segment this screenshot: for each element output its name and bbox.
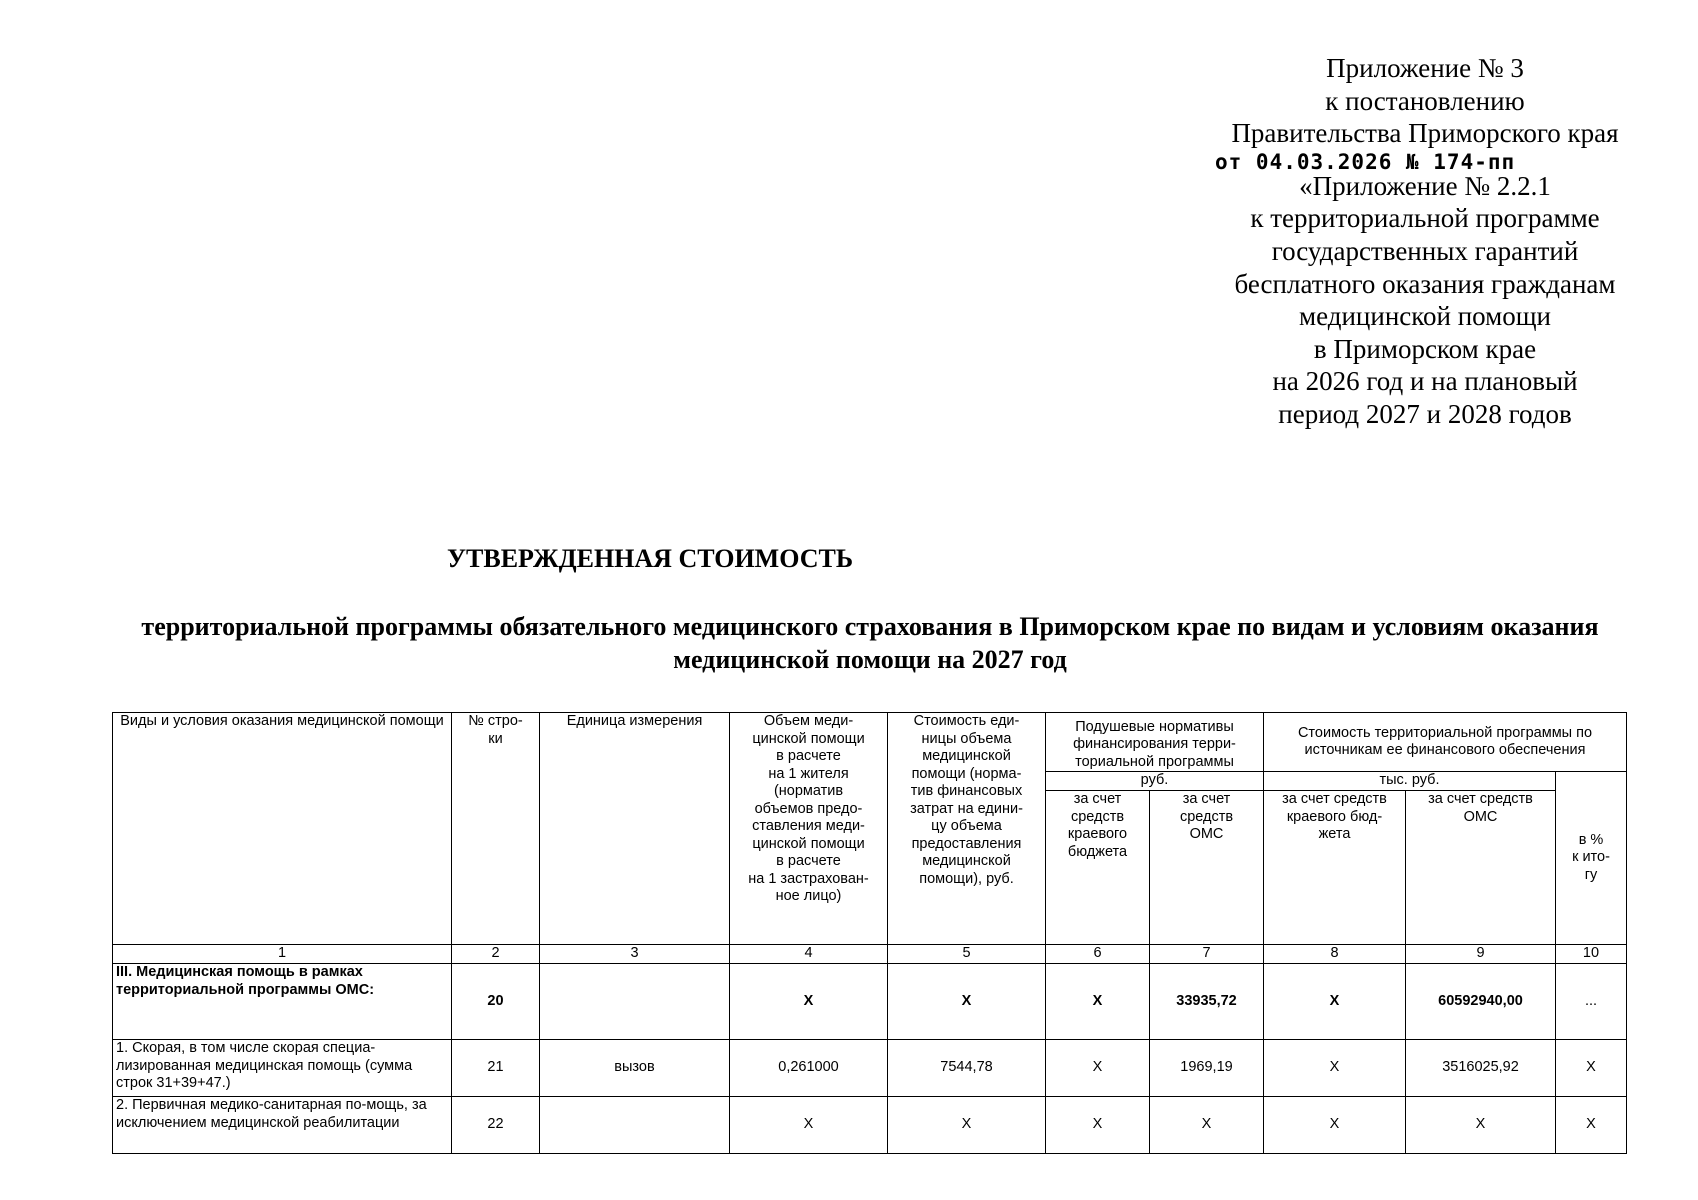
header-line: в Приморском крае bbox=[1313, 333, 1537, 364]
header-unit-rub: руб. bbox=[1046, 772, 1264, 791]
column-number: 10 bbox=[1556, 945, 1627, 964]
column-number: 5 bbox=[888, 945, 1046, 964]
row-cost-budget: Х bbox=[1264, 1040, 1406, 1097]
row-name: III. Медицинская помощь в рамках территориальной программы ОМС: bbox=[113, 964, 452, 1040]
header-line: Приложение № 3 bbox=[1326, 53, 1524, 83]
row-cost-oms: 60592940,00 bbox=[1406, 964, 1556, 1040]
row-cost-oms: 3516025,92 bbox=[1406, 1040, 1556, 1097]
row-norm-budget: Х bbox=[1046, 964, 1150, 1040]
header-group-program-cost: Стоимость территориальной программы по источникам ее финансового обеспечения bbox=[1264, 713, 1627, 772]
row-cost-budget: Х bbox=[1264, 1097, 1406, 1154]
row-norm-budget: Х bbox=[1046, 1097, 1150, 1154]
table-row bbox=[113, 964, 1627, 1040]
row-name: 2. Первичная медико-санитарная по-мощь, за исключением медицинской реабилитации bbox=[113, 1097, 452, 1154]
header-cell-unit-cost: Стоимость еди- ницы объема медицинской помощи (норма- тив финансовых затрат на едини- цу объема предоставления медицинской помощи), руб. bbox=[888, 713, 1046, 945]
header-line: на 2026 год и на плановый bbox=[1272, 366, 1578, 397]
row-unit-cost: Х bbox=[888, 1097, 1046, 1154]
row-name: 1. Скорая, в том числе скорая специа-лизированная медицинская помощь (сумма строк 31+39+47.) bbox=[113, 1040, 452, 1097]
row-line-number: 20 bbox=[452, 964, 540, 1040]
header-line: медицинской помощи bbox=[1299, 301, 1551, 332]
row-line-number: 21 bbox=[452, 1040, 540, 1097]
column-number-row bbox=[113, 945, 1627, 964]
document-subtitle: территориальной программы обязательного медицинского страхования в Приморском крае по видам и условиям оказания медицинской помощи на 2027 год bbox=[141, 612, 1599, 674]
row-norm-oms: 1969,19 bbox=[1150, 1040, 1264, 1097]
header-line: к территориальной программе bbox=[1250, 203, 1600, 234]
header-cell-line-number: № стро- ки bbox=[452, 713, 540, 945]
cost-table bbox=[112, 712, 1627, 1154]
header-cell-unit: Единица измерения bbox=[540, 713, 730, 945]
row-unit-cost: 7544,78 bbox=[888, 1040, 1046, 1097]
column-number: 1 bbox=[113, 945, 452, 964]
row-percent: Х bbox=[1556, 1040, 1627, 1097]
table-row bbox=[113, 1040, 1627, 1097]
header-cell-cost-budget: за счет средств краевого бюд- жета bbox=[1264, 791, 1406, 945]
header-cell-cost-oms: за счет средств ОМС bbox=[1406, 791, 1556, 945]
header-unit-thousand-rub: тыс. руб. bbox=[1264, 772, 1556, 791]
row-unit bbox=[540, 964, 730, 1040]
header-line: Правительства Приморского края bbox=[1231, 118, 1619, 149]
appendix-header bbox=[1185, 52, 1665, 431]
header-line: «Приложение № 2.2.1 bbox=[1299, 170, 1551, 201]
header-cell-volume: Объем меди- цинской помощи в расчете на 1 жителя (норматив объемов предо- ставления меди- цинской помощи в расчете на 1 застрахован- ное лицо) bbox=[730, 713, 888, 945]
column-number: 6 bbox=[1046, 945, 1150, 964]
row-volume: Х bbox=[730, 1097, 888, 1154]
header-line: к постановлению bbox=[1325, 85, 1525, 116]
header-cell-norm-oms: за счет средств ОМС bbox=[1150, 791, 1264, 945]
row-cost-budget: Х bbox=[1264, 964, 1406, 1040]
row-norm-budget: Х bbox=[1046, 1040, 1150, 1097]
row-unit: вызов bbox=[540, 1040, 730, 1097]
header-cell-norm-budget: за счет средств краевого бюджета bbox=[1046, 791, 1150, 945]
header-group-per-capita: Подушевые нормативы финансирования терри- ториальной программы bbox=[1046, 713, 1264, 772]
column-number: 2 bbox=[452, 945, 540, 964]
row-cost-oms: Х bbox=[1406, 1097, 1556, 1154]
decree-number: от 04.03.2026 № 174-пп bbox=[1215, 149, 1516, 174]
row-unit-cost: Х bbox=[888, 964, 1046, 1040]
column-number: 3 bbox=[540, 945, 730, 964]
header-line: период 2027 и 2028 годов bbox=[1278, 398, 1572, 429]
column-number: 4 bbox=[730, 945, 888, 964]
table-row bbox=[113, 1097, 1627, 1154]
document-title: УТВЕРЖДЕННАЯ СТОИМОСТЬ bbox=[446, 544, 854, 573]
row-unit bbox=[540, 1097, 730, 1154]
column-number: 8 bbox=[1264, 945, 1406, 964]
column-number: 7 bbox=[1150, 945, 1264, 964]
row-volume: Х bbox=[730, 964, 888, 1040]
row-line-number: 22 bbox=[452, 1097, 540, 1154]
header-cell-percent: в % к ито- гу bbox=[1556, 772, 1627, 945]
row-norm-oms: Х bbox=[1150, 1097, 1264, 1154]
row-volume: 0,261000 bbox=[730, 1040, 888, 1097]
row-norm-oms: 33935,72 bbox=[1150, 964, 1264, 1040]
header-line: государственных гарантий bbox=[1271, 235, 1579, 266]
row-percent: ... bbox=[1556, 964, 1627, 1040]
header-cell-type: Виды и условия оказания медицинской помощи bbox=[113, 713, 452, 945]
header-line: бесплатного оказания гражданам bbox=[1234, 268, 1616, 299]
row-percent: Х bbox=[1556, 1097, 1627, 1154]
column-number: 9 bbox=[1406, 945, 1556, 964]
